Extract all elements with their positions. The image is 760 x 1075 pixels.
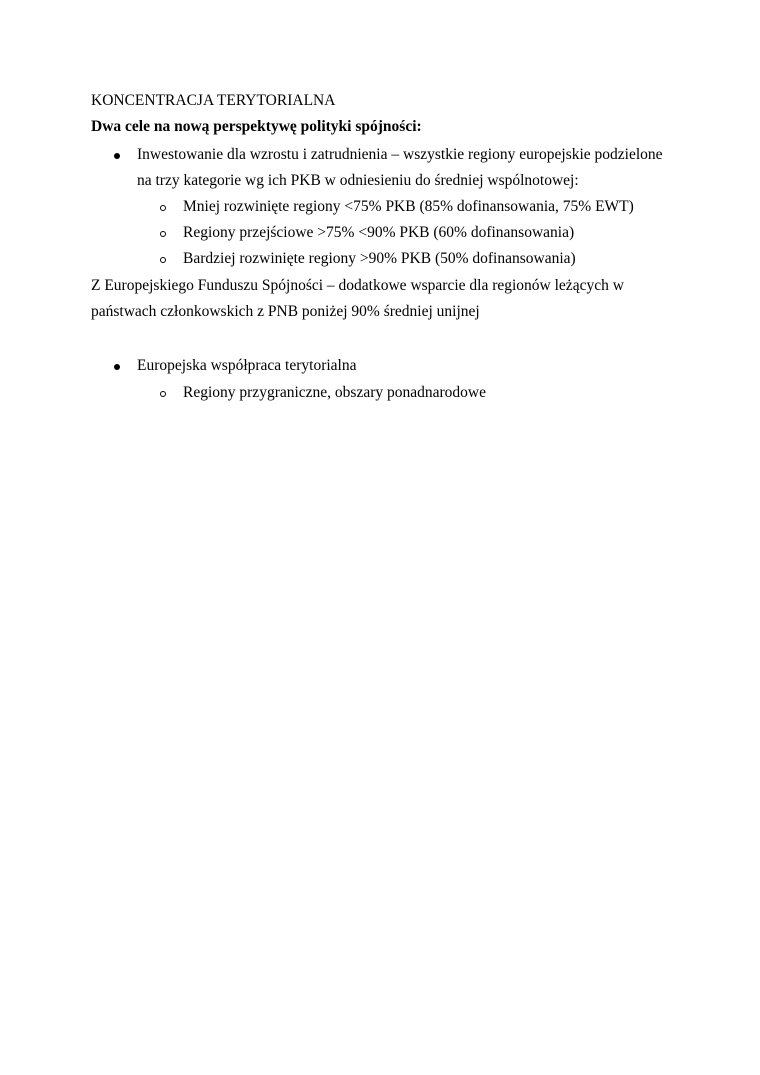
goal-2-subitem-text: Regiony przygraniczne, obszary ponadnarodowe xyxy=(183,384,486,401)
goal-1-subitem-text: Bardziej rozwinięte regiony >90% PKB (50% dofinansowania) xyxy=(183,250,576,267)
document-heading: KONCENTRACJA TERYTORIALNA xyxy=(91,92,336,109)
bullet-circle-icon xyxy=(160,391,166,397)
goal-1-text-line-1: Inwestowanie dla wzrostu i zatrudnienia – wszystkie regiony europejskie podzielone xyxy=(137,146,663,163)
paragraph-line-1: Z Europejskiego Funduszu Spójności – dodatkowe wsparcie dla regionów leżących w xyxy=(91,277,624,294)
bullet-dot-icon xyxy=(114,364,120,370)
goal-1-subitem-text: Regiony przejściowe >75% <90% PKB (60% dofinansowania) xyxy=(183,224,575,241)
paragraph-line-2: państwach członkowskich z PNB poniżej 90% średniej unijnej xyxy=(91,303,480,320)
goal-2-text-line-1: Europejska współpraca terytorialna xyxy=(137,357,357,374)
bullet-dot-icon xyxy=(114,153,120,159)
goal-1-text-line-2: na trzy kategorie wg ich PKB w odniesieniu do średniej wspólnotowej: xyxy=(137,172,579,189)
document-subheading: Dwa cele na nową perspektywę polityki spójności: xyxy=(91,118,422,135)
bullet-circle-icon xyxy=(160,205,166,211)
goal-1-subitem-text: Mniej rozwinięte regiony <75% PKB (85% dofinansowania, 75% EWT) xyxy=(183,198,634,215)
bullet-circle-icon xyxy=(160,231,166,237)
bullet-circle-icon xyxy=(160,257,166,263)
